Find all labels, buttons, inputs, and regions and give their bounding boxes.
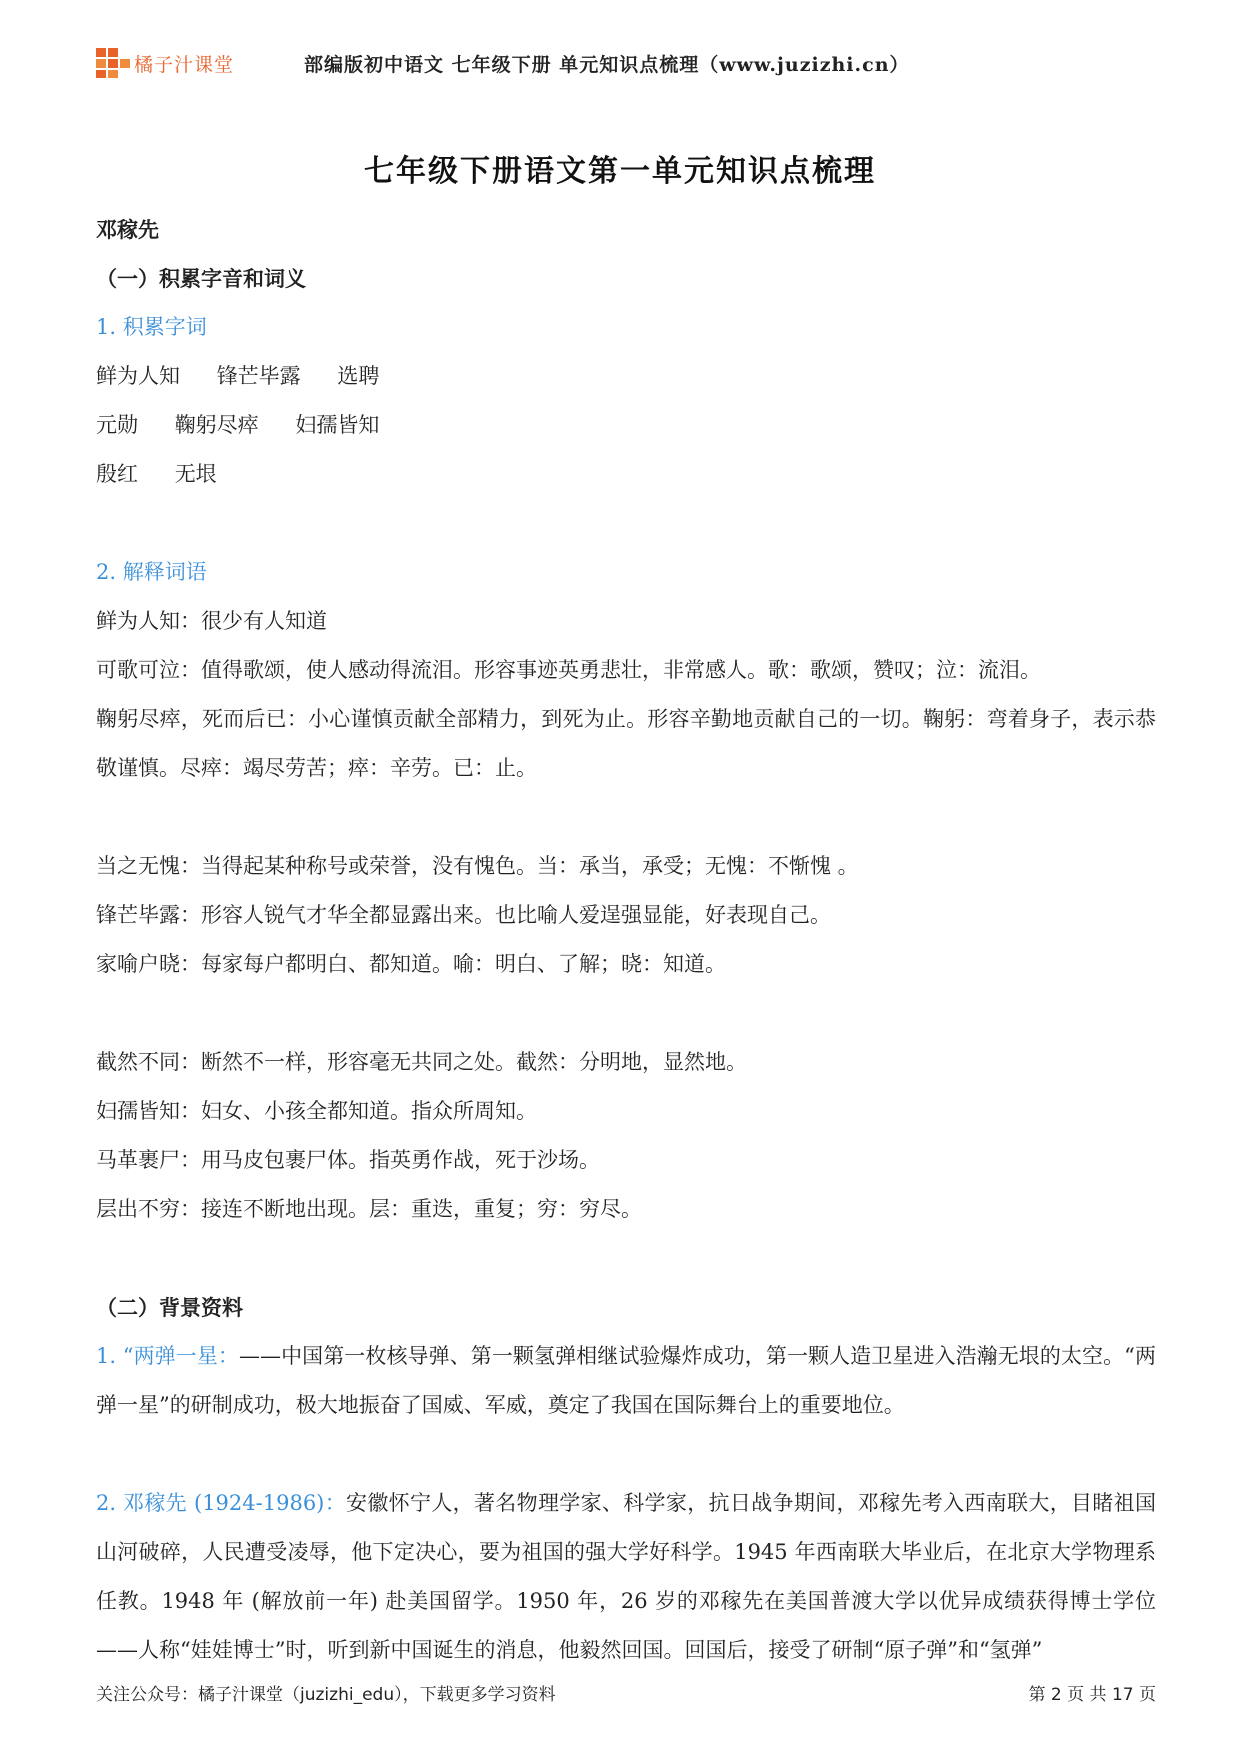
definition: 妇孺皆知：妇女、小孩全都知道。指众所周知。 bbox=[96, 1099, 537, 1123]
definition: 鲜为人知：很少有人知道 bbox=[96, 609, 327, 633]
page-header bbox=[96, 42, 1156, 82]
definition: 层出不穷：接连不断地出现。层：重迭，重复；穷：穷尽。 bbox=[96, 1197, 642, 1221]
word-item: 元勋 bbox=[96, 413, 138, 437]
page-footer bbox=[96, 1680, 1156, 1710]
word-item: 鲜为人知 bbox=[96, 364, 180, 388]
lesson-title: 邓稼先 bbox=[96, 217, 159, 242]
word-row bbox=[96, 352, 1156, 401]
document-body bbox=[96, 205, 1156, 1675]
page-number: 第 2 页 共 17 页 bbox=[1028, 1685, 1156, 1705]
word-item: 无垠 bbox=[174, 462, 217, 486]
definition: 家喻户晓：每家每户都明白、都知道。喻：明白、了解；晓：知道。 bbox=[96, 952, 726, 976]
section-heading: （二）背景资料 bbox=[96, 1295, 243, 1320]
word-item: 妇孺皆知 bbox=[295, 413, 380, 437]
item-label: 2. 邓稼先 (1924-1986)： bbox=[96, 1491, 347, 1515]
footer-note: 关注公众号：橘子汁课堂（juzizhi_edu），下载更多学习资料 bbox=[96, 1685, 556, 1705]
header-title: 部编版初中语文 七年级下册 单元知识点梳理（www.juzizhi.cn） bbox=[304, 54, 910, 76]
logo-text: 橘子汁课堂 bbox=[134, 54, 235, 76]
definition: 锋芒毕露：形容人锐气才华全都显露出来。也比喻人爱逞强显能，好表现自己。 bbox=[96, 903, 831, 927]
definition: 鞠躬尽瘁，死而后已：小心谨慎贡献全部精力，到死为止。形容辛勤地贡献自己的一切。鞠躬：弯着身子，表示恭敬谨慎。尽瘁：竭尽劳苦；瘁：辛劳。已：止。 bbox=[96, 707, 1156, 780]
item-label: 1. “两弹一星： bbox=[96, 1344, 239, 1368]
document-title: 七年级下册语文第一单元知识点梳理 bbox=[364, 154, 876, 189]
section-heading: （一）积累字音和词义 bbox=[96, 266, 306, 291]
definition: 当之无愧：当得起某种称号或荣誉，没有愧色。当：承当，承受；无愧：不惭愧 。 bbox=[96, 854, 859, 878]
item-text: ——中国第一枚核导弹、第一颗氢弹相继试验爆炸成功，第一颗人造卫星进入浩瀚无垠的太空。“两弹一星”的研制成功，极大地振奋了国威、军威，奠定了我国在国际舞台上的重要地位。 bbox=[96, 1344, 1156, 1417]
word-item: 选聘 bbox=[337, 364, 380, 388]
subsection-heading: 2. 解释词语 bbox=[96, 560, 207, 584]
word-item: 锋芒毕露 bbox=[216, 364, 301, 388]
definition: 可歌可泣：值得歌颂，使人感动得流泪。形容事迹英勇悲壮，非常感人。歌：歌颂，赞叹；泣：流泪。 bbox=[96, 658, 1041, 682]
word-item: 殷红 bbox=[96, 462, 138, 486]
word-item: 鞠躬尽瘁 bbox=[174, 413, 259, 437]
item-text: 安徽怀宁人，著名物理学家、科学家，抗日战争期间，邓稼先考入西南联大，目睹祖国山河破碎，人民遭受凌辱，他下定决心，要为祖国的强大学好科学。1945 年西南联大毕业后，在北京大学物理系任教。1948 年 (解放前一年) 赴美国留学。1950 年，26 岁的邓稼先在美国普渡大学以优异成绩获得博士学位——人称“娃娃博士”时，听到新中国诞生的消息，他毅然回国。回国后，接受了研制“原子弹”和“氢弹” bbox=[96, 1491, 1156, 1662]
definition: 截然不同：断然不一样，形容毫无共同之处。截然：分明地，显然地。 bbox=[96, 1050, 747, 1074]
word-row bbox=[96, 450, 1156, 499]
definition: 马革裹尸：用马皮包裹尸体。指英勇作战，死于沙场。 bbox=[96, 1148, 600, 1172]
word-row bbox=[96, 401, 1156, 450]
juzizhi-logo-icon bbox=[96, 48, 130, 78]
background-item bbox=[96, 1479, 1156, 1675]
background-item bbox=[96, 1332, 1156, 1430]
subsection-heading: 1. 积累字词 bbox=[96, 315, 207, 339]
